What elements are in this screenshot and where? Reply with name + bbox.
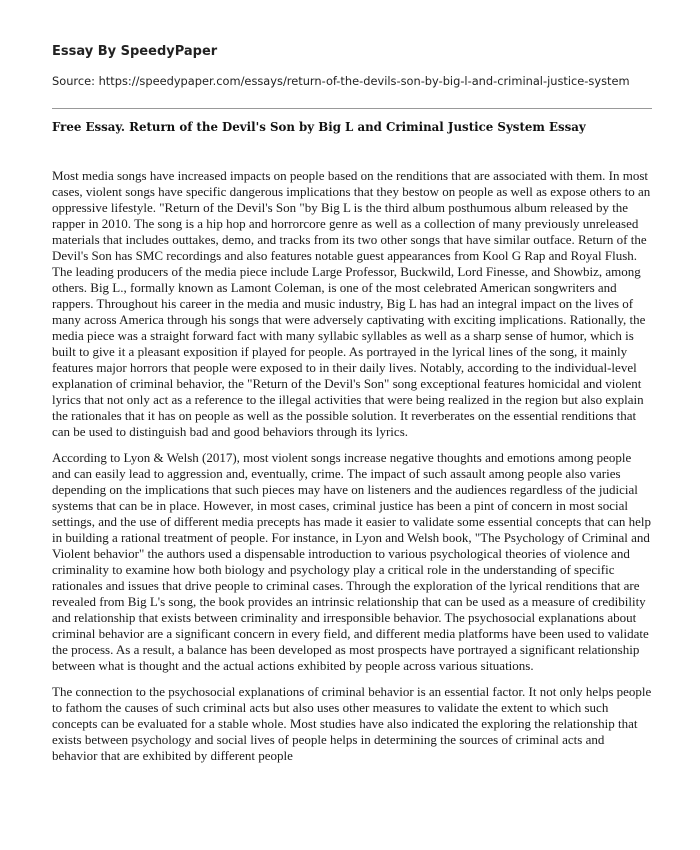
header-divider: [52, 108, 652, 109]
paragraph-2: According to Lyon & Welsh (2017), most violent songs increase negative thoughts and emotions among people and can easily lead to aggression and, eventually, crime. The impact of such assault among people also varies depending on the implications that such pieces may have on listeners and the audiences regardless of the judicial systems that can be in place. However, in most cases, criminal justice has been a pint of concern in most social settings, and the use of different media precepts has made it easier to validate some essential concepts that can help in building a rational treatment of people. For instance, in Lyon and Welsh book, "The Psychology of Criminal and Violent behavior" the authors used a dispensable introduction to various psychological theories of violence and criminality to examine how both biology and psychology play a critical role in the understanding of specific rationales and issues that drive people to criminal cases. Through the exploration of the lyrical renditions that are revealed from Big L's song, the book provides an intrinsic relationship that can be used as a measure of credibility and relationship that exists between criminality and irresponsible behavior. The psychosocial explanations about criminal behavior are a significant concern in every field, and different media platforms have been used to validate the process. As a result, a balance has been developed as most prospects have portrayed a significant relationship between what is thought and the actual actions exhibited by people across various situations.: [52, 450, 651, 673]
paragraph-1: Most media songs have increased impacts on people based on the renditions that are associated with them. In most cases, violent songs have specific dangerous implications that they bestow on people as well as expose others to an oppressive lifestyle. "Return of the Devil's Son "by Big L is the third album posthumous album released by the rapper in 2010. The song is a hip hop and horrorcore genre as well as a collection of many previously unreleased materials that includes outtakes, demo, and tracks from its two other songs that have similar outface. Return of the Devil's Son has SMC recordings and also features notable guest appearances from Kool G Rap and Royal Flush. The leading producers of the media piece include Large Professor, Buckwild, Lord Finesse, and Showbiz, among others. Big L., formally known as Lamont Coleman, is one of the most celebrated American songwriters and rappers. Throughout his career in the media and music industry, Big L has had an integral impact on the lives of many across America through his songs that were adversely captivating with exciting implications. Rationally, the media piece was a straight forward fact with many syllabic syllables as well as a sharp sense of humor, which is built to give it a pleasant exposition if played for people. As portrayed in the lyrical lines of the song, it mainly features major horrors that people were exposed to in their daily lives. Notably, according to the individual-level explanation of criminal behavior, the "Return of the Devil's Son" song exceptional features homicidal and violent lyrics that not only act as a reference to the illegal activities that were being realized in the region but also explain the rationales that it has on people as well as the possible solution. It reverberates on the essential renditions that can be used to distinguish bad and good behaviors through its lyrics.: [52, 168, 651, 439]
brand-heading: Essay By SpeedyPaper: [52, 44, 218, 59]
essay-body: [52, 168, 652, 774]
source-line: Source: https://speedypaper.com/essays/return-of-the-devils-son-by-big-l-and-criminal-justice-system: [52, 74, 630, 88]
paragraph-3: The connection to the psychosocial explanations of criminal behavior is an essential factor. It not only helps people to fathom the causes of such criminal acts but also uses other measures to validate the extent to which such concepts can be evaluated for a stable whole. Most studies have also indicated the exploring the relationship that exists between psychology and social lives of people helps in determining the sources of criminal acts and behavior that are exhibited by different people: [52, 684, 652, 763]
essay-title: Free Essay. Return of the Devil's Son by Big L and Criminal Justice System Essay: [52, 120, 586, 134]
